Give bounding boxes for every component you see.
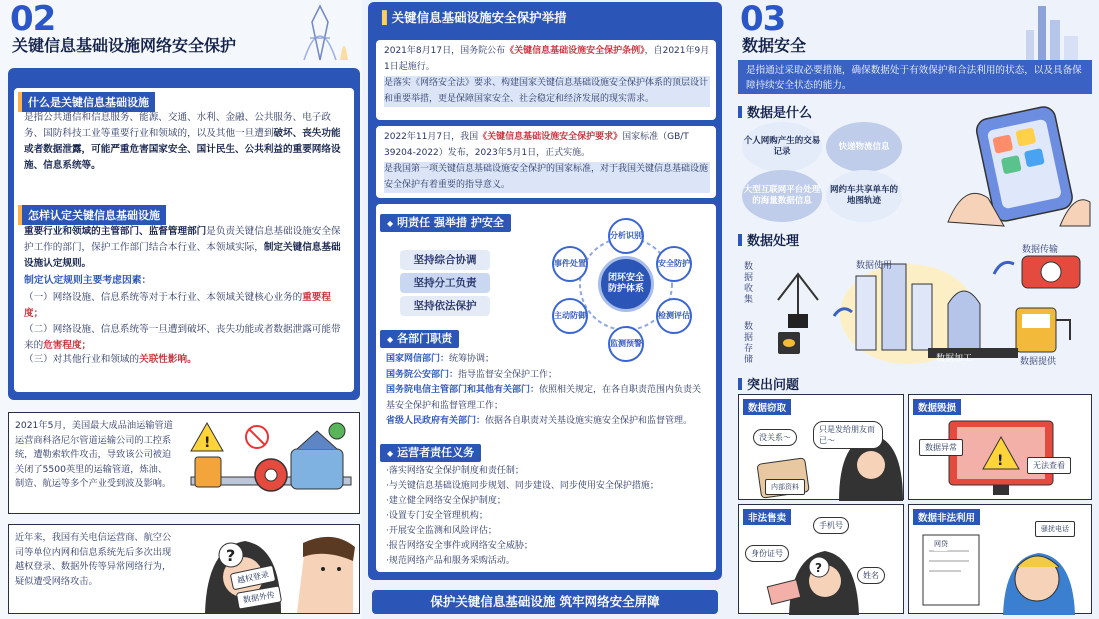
operator-item: ·落实网络安全保护制度和责任制； <box>386 466 524 476</box>
sale-bubble-id: 身份证号 <box>745 545 789 562</box>
standard-text <box>384 130 710 161</box>
case-pipeline-panel <box>8 412 360 514</box>
phone-in-hand-illustration <box>944 102 1092 228</box>
reg1-effective: ，自2021年9月1日起施行。 <box>384 46 710 72</box>
rule-3-key: 关联性影响。 <box>139 354 197 365</box>
rule-1-key: 重要程度； <box>24 292 331 319</box>
issue-damage-tag: 数据毁损 <box>913 399 961 415</box>
case-intrusion-panel <box>8 524 360 614</box>
node-protect: 安全防护 <box>656 246 692 282</box>
dept-4 <box>386 414 708 430</box>
skyline-icon <box>1008 2 1088 60</box>
bubble-unauthorized-login: 越权登录 <box>230 565 277 591</box>
label-collect: 数据收集 <box>744 262 754 305</box>
rule-3 <box>24 352 346 368</box>
what-is-data-heading: 数据是什么 <box>738 102 812 121</box>
what-is-text <box>24 110 346 174</box>
damage-bubble-2: 无法查看 <box>1027 457 1071 474</box>
pill-coordinate: 坚持综合协调 <box>400 250 490 270</box>
regulation-text <box>384 44 710 75</box>
dept-3-duty: 依照相关规定，在各自职责范围内负责关基安全保护和监督管理工作； <box>386 385 702 411</box>
label-use: 数据使用 <box>856 261 893 271</box>
heading-marker: ▌ <box>382 10 392 25</box>
use-bubble-loan: 网贷 <box>929 537 953 551</box>
what-is-heading: 什么是关键信息基础设施 <box>18 92 155 112</box>
middle-column <box>366 0 724 619</box>
dept-2 <box>386 368 708 384</box>
damage-bubble-1: 数据异常 <box>919 439 963 456</box>
rule-2-key: 危害程度； <box>43 340 92 351</box>
how-heading: 怎样认定关键信息基础设施 <box>18 205 166 225</box>
operator-item: ·规范网络产品和服务采购活动。 <box>386 556 515 566</box>
rule-heading: 制定认定规则主要考虑因素： <box>24 275 152 286</box>
left-column <box>0 0 362 619</box>
rule-3-text: （三）对其他行业和领域的 <box>24 354 140 365</box>
rule-2 <box>24 322 346 354</box>
label-transfer: 数据传输 <box>1022 245 1059 255</box>
reg2-date: 2022年11月7日，我国 <box>384 132 479 142</box>
section-number: 03 <box>740 0 786 39</box>
issue-data-theft <box>738 394 904 500</box>
label-provide: 数据提供 <box>1020 357 1057 367</box>
measures-heading-text: 关键信息基础设施安全保护举措 <box>391 10 567 25</box>
operator-heading: ◆ 运营者责任义务 <box>380 444 481 462</box>
pill-lawful: 坚持依法保护 <box>400 296 490 316</box>
operator-item: ·开展安全监测和风险评估； <box>386 526 497 536</box>
bubble-shopping-records: 个人网购产生的交易记录 <box>742 122 822 172</box>
dept-2-name: 国务院公安部门： <box>386 369 459 380</box>
data-processing-illustration <box>738 244 1092 368</box>
node-assess: 检测评估 <box>656 298 692 334</box>
dept-1-name: 国家网信部门： <box>386 354 450 364</box>
regulation-card <box>376 40 716 120</box>
dept-4-name: 省级人民政府有关部门： <box>386 416 486 426</box>
label-store: 数据存储 <box>744 322 754 365</box>
theft-bubble-3: 内部资料 <box>765 479 805 495</box>
dept-list <box>386 352 708 430</box>
reg2-effective: 国家标准（GB/T 39204-2022）发布，2023年5月1日，正式实施。 <box>384 132 689 158</box>
sale-bubble-name: 姓名 <box>857 567 885 584</box>
operator-item: ·设置专门安全管理机构； <box>386 511 488 521</box>
section-title: 数据安全 <box>742 36 807 55</box>
dept-1 <box>386 352 708 368</box>
issue-illegal-sale <box>738 504 904 614</box>
dept-3-name: 国务院电信主管部门和其他有关部门： <box>386 385 540 395</box>
case-pipeline-text: 2021年5月，美国最大成品油运输管道运营商科洛尼尔管道运输公司的工控系统，遭勒索软件攻击，导致该公司被迫关闭了5500英里的运输管道，炼油、制造、航运等多个产业受到波及影响。 <box>15 420 173 489</box>
bubble-platform-data: 大型互联网平台处理的海量数据信息 <box>742 170 822 222</box>
duty-heading: ◆ 明责任 强举措 护安全 <box>380 214 511 232</box>
how-text <box>24 224 346 272</box>
how-text-c: 制定关键信息基础设施认定规则。 <box>24 242 341 269</box>
pipeline-illustration <box>187 419 355 509</box>
issues-heading: 突出问题 <box>738 374 799 393</box>
what-is-text-1: 是指公共通信和信息服务、能源、交通、水利、金融、公共服务、电子政务、国防科技工业等重要行业和领域的，以及其他一旦遭到 <box>24 112 331 139</box>
standard-card <box>376 126 716 198</box>
dept-1-duty: 统筹协调； <box>449 354 495 364</box>
bubble-logistics: 快递物流信息 <box>826 122 902 172</box>
data-security-definition: 是指通过采取必要措施，确保数据处于有效保护和合法利用的状态，以及具备保障持续安全状态的能力。 <box>738 60 1092 94</box>
data-processing-heading: 数据处理 <box>738 230 799 249</box>
dept-heading: ◆ 各部门职责 <box>380 330 459 348</box>
theft-bubble-2: 只是发给朋友而已～ <box>813 421 883 449</box>
measures-heading <box>372 6 718 30</box>
reg2-name: 《关键信息基础设施安全保护要求》 <box>478 132 623 142</box>
regulation-meaning: 是落实《网络安全法》要求、构建国家关键信息基础设施安全保护体系的顶层设计和重要举措，更是保障国家安全、社会稳定和经济发展的现实需求。 <box>384 76 710 107</box>
operator-item: ·与关键信息基础设施同步规划、同步建设、同步使用安全保护措施； <box>386 481 659 491</box>
case-intrusion-text: 近年来，我国有关电信运营商、航空公司等单位内网和信息系统先后多次出现越权登录、数据外传等异常网络行为，疑似遭受网络攻击。 <box>15 532 172 587</box>
node-monitor: 监测预警 <box>608 326 644 362</box>
dept-4-duty: 依据各自职责对关基设施实施安全保护和监督管理。 <box>485 416 693 426</box>
footer-slogan: 保护关键信息基础设施 筑牢网络安全屏障 <box>372 590 718 614</box>
label-process: 数据加工 <box>936 354 973 364</box>
issue-use-tag: 数据非法利用 <box>913 509 980 525</box>
svg-text:?: ? <box>226 546 236 565</box>
svg-text:?: ? <box>815 561 822 575</box>
sale-bubble-phone: 手机号 <box>813 517 849 534</box>
cycle-center: 闭环安全防护体系 <box>598 256 654 312</box>
rule-2-text: （二）网络设施、信息系统等一旦遭到破坏、丧失功能或者数据泄露可能带来的 <box>24 324 341 351</box>
issue-theft-tag: 数据窃取 <box>743 399 791 415</box>
operator-item: ·报告网络安全事件或网络安全威胁； <box>386 541 533 551</box>
node-analyze: 分析识别 <box>608 218 644 254</box>
issue-sale-tag: 非法售卖 <box>743 509 791 525</box>
node-defend: 主动防御 <box>552 298 588 334</box>
node-respond: 事件处置 <box>552 246 588 282</box>
issue-illegal-use <box>908 504 1092 614</box>
dept-3 <box>386 383 708 414</box>
theft-bubble-1: 没关系～ <box>753 429 797 446</box>
section-number: 02 <box>10 0 56 39</box>
standard-meaning: 是我国第一项关键信息基础设施安全保护的国家标准，对于我国关键信息基础设施安全保护有着重要的指导意义。 <box>384 162 710 193</box>
use-bubble-call: 骚扰电话 <box>1035 521 1075 537</box>
bubble-ride-trajectory: 网约车共享单车的地图轨迹 <box>826 170 902 222</box>
issue-data-damage <box>908 394 1092 500</box>
rule-1-text: （一）网络设施、信息系统等对于本行业、本领域关键核心业务的 <box>24 292 303 303</box>
right-column <box>730 0 1099 619</box>
dept-2-duty: 指导监督安全保护工作； <box>458 369 558 380</box>
operator-list <box>386 464 708 569</box>
reg1-date: 2021年8月17日，国务院公布 <box>384 46 506 56</box>
svg-text:!: ! <box>204 435 211 451</box>
section-title: 关键信息基础设施网络安全保护 <box>12 36 237 55</box>
rule-1 <box>24 290 346 322</box>
bubble-data-exfil: 数据外传 <box>236 585 282 609</box>
pill-division: 坚持分工负责 <box>400 273 490 293</box>
svg-text:!: ! <box>997 453 1004 469</box>
operator-item: ·建立健全网络安全保护制度； <box>386 496 506 506</box>
what-is-text-2: 破坏、丧失功能或者数据泄露，可能严重危害国家安全、国计民生、公共利益的重要网络设施、信息系统等。 <box>24 128 341 171</box>
how-text-a: 重要行业和领域的主管部门、监督管理部门 <box>24 226 207 237</box>
how-text-b: 是负责关键信息基础设施安全保护工作的部门，保护工作部门结合本行业、本领域实际， <box>24 226 341 253</box>
landmark-tower-icon <box>290 2 350 62</box>
reg1-name: 《关键信息基础设施安全保护条例》 <box>505 46 645 56</box>
